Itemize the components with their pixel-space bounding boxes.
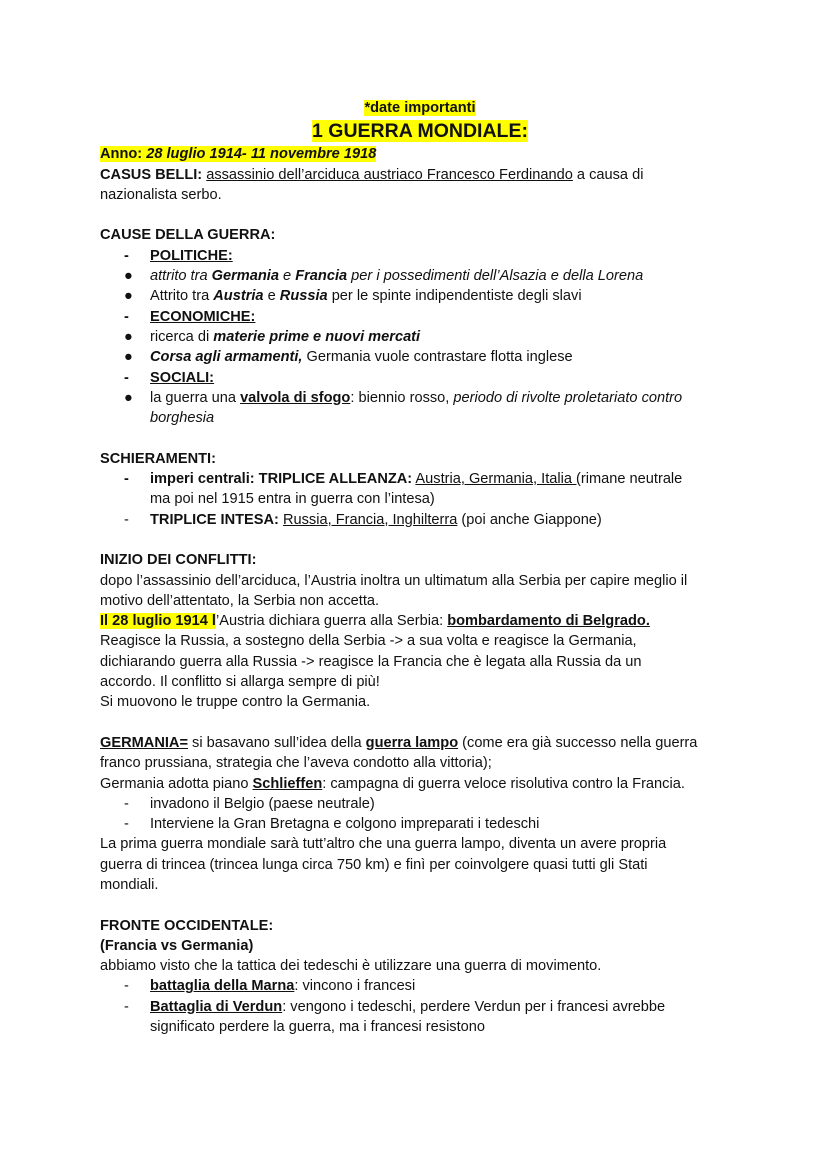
fronte-subheading: (Francia vs Germania) xyxy=(100,937,254,954)
schieramento-alleanza-cont: ma poi nel 1915 entra in guerra con l’intesa) xyxy=(150,491,435,508)
inizio-line-1: dopo l’assassinio dell’arciduca, l’Austria inoltra un ultimatum alla Serbia per capire meglio il xyxy=(100,572,688,589)
page-title: 1 GUERRA MONDIALE: xyxy=(312,120,528,143)
inizio-line-7: Si muovono le truppe contro la Germania. xyxy=(100,694,371,711)
inizio-line-6: accordo. Il conflitto si allarga sempre di più! xyxy=(100,674,380,691)
economiche-item: - ECONOMICHE: xyxy=(124,308,256,325)
cause-heading: CAUSE DELLA GUERRA: xyxy=(100,227,276,244)
fronte-point-verdun: - Battaglia di Verdun: vengono i tedeschi, perdere Verdun per i francesi avrebbe xyxy=(124,998,666,1015)
cause-economiche-1: ● ricerca di materie prime e nuovi mercati xyxy=(124,328,421,345)
germania-line-1: GERMANIA= si basavano sull’idea della guerra lampo (come era già successo nella guerra xyxy=(100,734,698,751)
fronte-line-1: abbiamo visto che la tattica dei tedeschi è utilizzare una guerra di movimento. xyxy=(100,958,602,975)
germania-line-5: guerra di trincea (trincea lunga circa 750 km) e finì per coinvolgere quasi tutti gli Stati xyxy=(100,856,648,873)
germania-line-2: franco prussiana, strategia che l’aveva condotto alla vittoria); xyxy=(100,755,492,772)
germania-point-1: - invadono il Belgio (paese neutrale) xyxy=(124,795,375,812)
cause-economiche-2: ● Corsa agli armamenti, Germania vuole contrastare flotta inglese xyxy=(124,349,573,366)
politiche-item: - POLITICHE: xyxy=(124,247,233,264)
casus-belli-line: CASUS BELLI: assassinio dell’arciduca austriaco Francesco Ferdinando a causa di xyxy=(100,166,644,183)
inizio-line-3: Il 28 luglio 1914 l’Austria dichiara guerra alla Serbia: bombardamento di Belgrado. xyxy=(100,613,650,630)
germania-line-3: Germania adotta piano Schlieffen: campagna di guerra veloce risolutiva contro la Francia. xyxy=(100,775,685,792)
fronte-heading: FRONTE OCCIDENTALE: xyxy=(100,917,274,934)
fronte-point-verdun-cont: significato perdere la guerra, ma i francesi resistono xyxy=(150,1019,486,1036)
casus-belli-line-2: nazionalista serbo. xyxy=(100,186,222,203)
document-body xyxy=(100,98,740,1037)
germania-line-4: La prima guerra mondiale sarà tutt’altro che una guerra lampo, diventa un avere propria xyxy=(100,836,667,853)
anno-line: Anno: 28 luglio 1914- 11 novembre 1918 xyxy=(100,146,377,163)
inizio-line-4: Reagisce la Russia, a sostegno della Serbia -> a sua volta e reagisce la Germania, xyxy=(100,633,637,650)
fronte-point-marna: - battaglia della Marna: vincono i francesi xyxy=(124,978,416,995)
cause-sociali-1: ● la guerra una valvola di sfogo: biennio rosso, periodo di rivolte proletariato contro xyxy=(124,389,683,406)
inizio-line-5: dichiarando guerra alla Russia -> reagisce la Francia che è legata alla Russia da un xyxy=(100,653,642,670)
schieramenti-heading: SCHIERAMENTI: xyxy=(100,450,216,467)
schieramento-alleanza: - imperi centrali: TRIPLICE ALLEANZA: Austria, Germania, Italia (rimane neutrale xyxy=(124,471,683,488)
cause-politiche-1: ● attrito tra Germania e Francia per i possedimenti dell’Alsazia e della Lorena xyxy=(124,268,644,285)
inizio-line-2: motivo dell’attentato, la Serbia non accetta. xyxy=(100,592,380,609)
sociali-item: - SOCIALI: xyxy=(124,369,215,386)
cause-sociali-1-cont: borghesia xyxy=(150,410,215,427)
schieramento-intesa: - TRIPLICE INTESA: Russia, Francia, Inghilterra (poi anche Giappone) xyxy=(124,511,602,528)
inizio-heading: INIZIO DEI CONFLITTI: xyxy=(100,552,257,569)
cause-politiche-2: ● Attrito tra Austria e Russia per le spinte indipendentiste degli slavi xyxy=(124,288,582,305)
germania-point-2: - Interviene la Gran Bretagna e colgono impreparati i tedeschi xyxy=(124,816,540,833)
date-note: *date importanti xyxy=(364,100,476,116)
germania-line-6: mondiali. xyxy=(100,876,159,893)
